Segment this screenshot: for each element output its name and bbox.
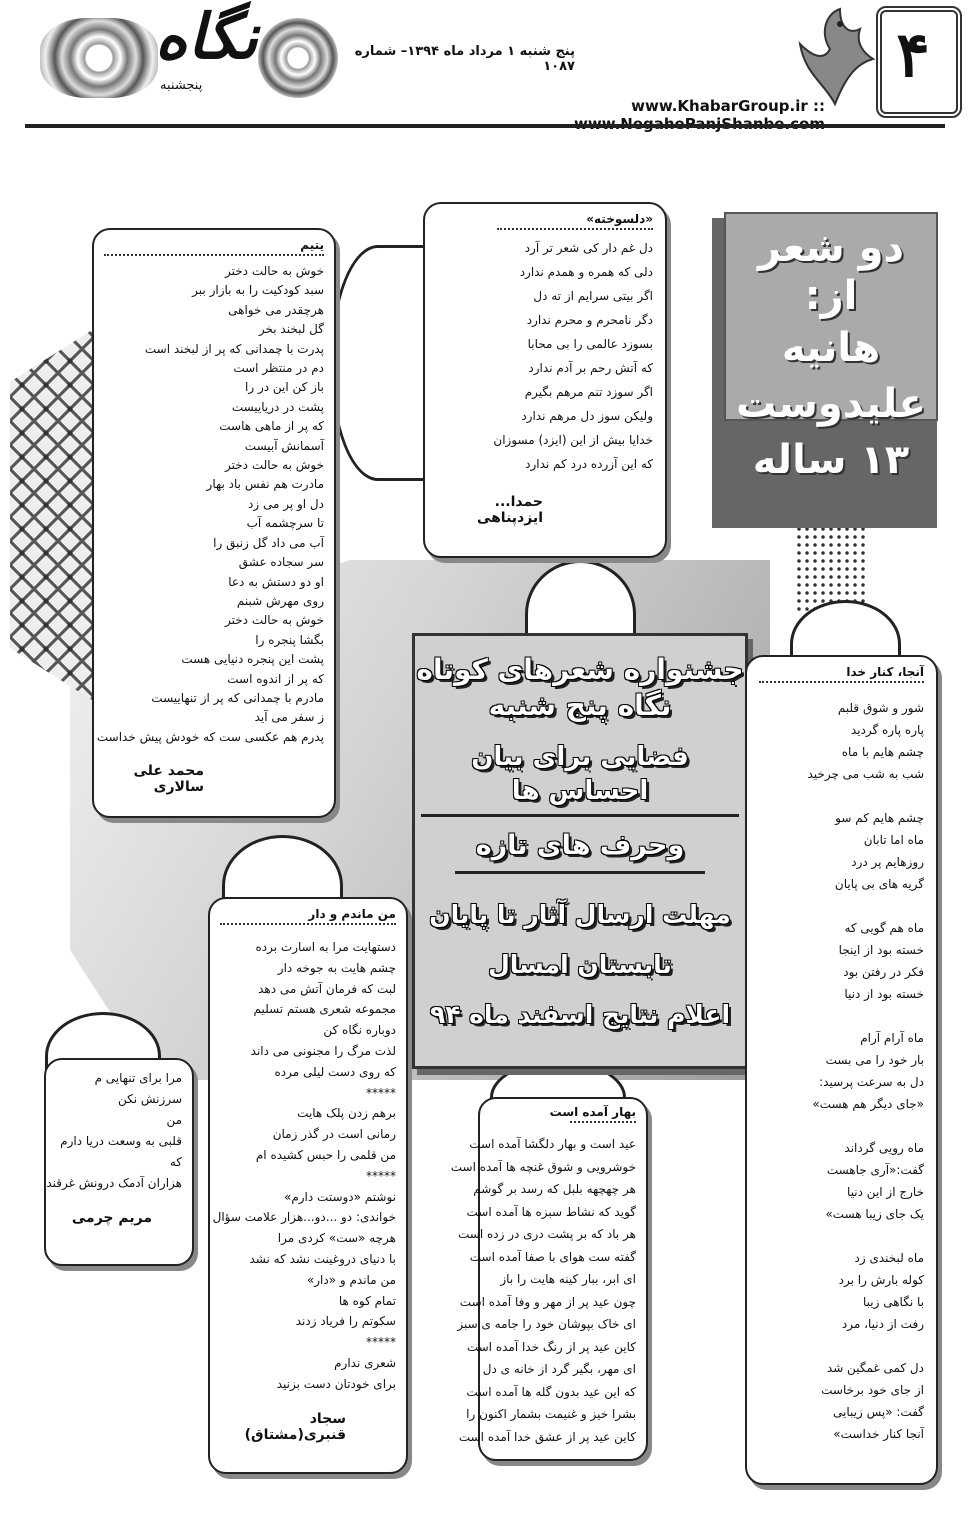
poem-line: روی مهرش شبنم: [236, 593, 324, 608]
poem-line: خارج از این دنیا: [847, 1185, 924, 1199]
poem-line: که روی دست لیلی مرده: [274, 1064, 396, 1079]
poem-line: *****: [366, 1085, 396, 1100]
poem-line: خسته بود از اینجا: [838, 943, 924, 957]
poem-line: پدرت با چمدانی که پر از لبخند است: [144, 341, 324, 356]
header-urls[interactable]: www.KhabarGroup.ir ::: [631, 97, 825, 115]
poem-line: مرا برای تنهایی م: [94, 1071, 182, 1085]
poem-line: خدایا بیش از این (ایزد) مسوزان: [493, 433, 653, 447]
poem-line: خوشرویی و شوق غنچه ها آمده است: [450, 1159, 636, 1174]
poem-line: گفت:«آری جاهست: [826, 1163, 924, 1177]
poem-stanza: [759, 1137, 924, 1225]
poem-line: بار خود را می بست: [825, 1053, 924, 1067]
poem-line: دستهایت مرا به اسارت برده: [255, 940, 396, 954]
poem-card-man-mandam: [208, 897, 408, 1474]
poem-line: اگر بیتی سرایم از ته دل: [533, 289, 653, 303]
header-ornament-center: [258, 18, 338, 98]
poem-line: دل غم دار کی شعر تر آرد: [524, 241, 653, 255]
poem-line: چشم هایم کم سو: [835, 811, 924, 825]
poem-line: پشت در دریاییست: [231, 399, 324, 414]
poem-line: یک جای زیبا هست»: [825, 1207, 924, 1221]
poem-stanza: [759, 1247, 924, 1335]
poem-line: که آتش رحم بر آدم ندارد: [528, 361, 653, 375]
festival-line-4: وحرف های تازه: [455, 829, 705, 874]
poem-card-short: [44, 1058, 194, 1266]
poem-line: با دنیای دروغینت نشد که نشد: [249, 1251, 396, 1266]
cupola-ornament-6: [330, 245, 426, 481]
poem-line: ز سفر می آید: [254, 710, 324, 725]
banner-line-2: هانیه علیدوست: [736, 325, 926, 427]
poem-line: گریه های بی پایان: [834, 877, 924, 891]
poem-line: که: [169, 1155, 182, 1169]
poem-line: بشرا خیز و غنیمت بشمار اکنون را: [466, 1407, 636, 1421]
banner-line-1: دو شعر از:: [757, 225, 905, 319]
festival-line-7: اعلام نتایج اسفند ماه ۹۴: [429, 1000, 731, 1029]
poem-title: بهار آمده است: [549, 1105, 636, 1119]
poem-line: شعری ندارم: [334, 1355, 396, 1370]
poem-line: از جای خود برخاست: [821, 1383, 924, 1397]
poem-line: ماه هم گویی که: [844, 921, 924, 935]
title-divider: [570, 1121, 636, 1123]
poem-line: مادرم با چمدانی که پر از تنهاییست: [151, 690, 324, 705]
poem-line: چون عید پر از مهر و وفا آمده است: [459, 1294, 636, 1309]
poem-title: آنجا، کنار خدا: [846, 665, 924, 679]
poem-card-delsookhte: [423, 202, 667, 558]
header-ornament-left: [40, 18, 158, 98]
poem-line: ماه لبخندی زد: [854, 1251, 924, 1265]
poem-title: من ماندم و دار: [308, 907, 396, 921]
poem-lines: [212, 937, 396, 1395]
poem-line: هر باد که بر پشت دری در زده است: [457, 1227, 636, 1241]
poem-line: گوید که نشاط سبزه ها آمده است: [466, 1204, 636, 1219]
poem-line: *****: [366, 1168, 396, 1183]
poem-line: لذت مرگ را مجنونی می داند: [250, 1043, 396, 1058]
poem-line: ماه اما تابان: [863, 833, 924, 847]
poem-line: چشم هایم با ماه: [841, 745, 924, 759]
poem-line: دوباره نگاه کن: [323, 1023, 396, 1038]
poem-line: آسمانش آبیست: [244, 438, 324, 453]
banner-two-poems: [724, 212, 938, 483]
masthead-logo-subtitle: پنجشنبه: [160, 78, 203, 93]
poem-line: خوش به حالت دختر: [225, 458, 324, 473]
poem-line: شور و شوق قلبم: [837, 701, 924, 715]
poem-line: سر سجاده عشق: [238, 555, 324, 570]
poem-line: هرچه «ست» کردی مرا: [277, 1231, 396, 1246]
poem-line: شب به شب می چرخید: [807, 767, 924, 781]
poem-line: خسته بود از دنیا: [844, 987, 924, 1001]
poem-line: کاین عید پر از عشق خدا آمده است: [458, 1429, 636, 1444]
poem-lines: [96, 262, 324, 747]
poem-lines: [46, 1068, 182, 1194]
poem-card-anja: [745, 655, 938, 1485]
poem-line: ای ابر، ببار کینه هایت را باز: [500, 1272, 636, 1286]
poem-line: خواندی: دو ...دو...هزار علامت سؤال: [212, 1210, 396, 1225]
title-divider: [220, 923, 396, 925]
poem-line: آب می داد گل زنبق را: [213, 535, 324, 550]
poem-stanza: [759, 917, 924, 1005]
poem-author: سجاد قنبری(مشتاق): [244, 1410, 346, 1443]
title-divider: [759, 681, 924, 683]
poem-line: نوشتم «دوستت دارم»: [283, 1189, 396, 1204]
poem-line: تا سرچشمه آب: [246, 516, 324, 531]
poem-title: یتیم: [300, 238, 324, 252]
poem-line: کاین عید پر از رنگ خدا آمده است: [466, 1339, 636, 1354]
poem-lines: [450, 1133, 636, 1448]
poem-line: «جای دیگر هم هست»: [812, 1097, 924, 1111]
poem-stanza: [759, 807, 924, 895]
poem-line: دل به سرعت پرسید:: [819, 1075, 924, 1089]
poem-line: من ماندم و «دار»: [306, 1272, 396, 1287]
poem-line: خوش به حالت دختر: [225, 613, 324, 628]
poem-line: پشت این پنجره دنیایی هست: [181, 652, 324, 667]
poem-card-bahar: [450, 1097, 648, 1461]
poem-line: پدرم هم عکسی ست که خودش پیش خداست: [96, 729, 324, 744]
festival-line-5: مهلت ارسال آثار تا پایان: [429, 900, 731, 929]
poem-line: رفت از دنیا، مرد: [841, 1317, 924, 1331]
poem-line: من: [166, 1113, 182, 1127]
poem-line: قلبی به وسعت دریا دارم: [60, 1134, 182, 1148]
poem-line: ای خاک بپوشان خود را جامه ی سبز: [457, 1317, 636, 1331]
poem-author: مریم چرمی: [71, 1210, 152, 1226]
poem-line: کوله بارش را برد: [838, 1273, 924, 1287]
poem-line: او دو دستش به دعا: [228, 574, 324, 589]
poem-lines: [437, 236, 653, 476]
poem-line: ماه رویی گرداند: [844, 1141, 924, 1155]
poem-line: دلی که همره و همدم ندارد: [519, 265, 653, 279]
lattice-ornament-left: [10, 325, 100, 705]
poem-line: سبد کودکیت را به بازار ببر: [192, 283, 324, 298]
poem-line: دل کمی غمگین شد: [826, 1361, 924, 1375]
poem-line: فکر در رفتن بود: [843, 965, 924, 979]
poem-line: دل او پر می زد: [248, 496, 324, 511]
festival-line-2: نگاه پنج شنبه: [488, 689, 672, 722]
poem-line: مجموعه شعری هستم تسلیم: [253, 1002, 396, 1017]
poem-line: روزهایم پر درد: [851, 855, 924, 869]
poem-author: محمد علی سالاری: [133, 763, 204, 796]
poem-line: خوش به حالت دختر: [225, 264, 324, 278]
poem-line: هر چهچهه بلبل که رسد بر گوشم: [473, 1182, 636, 1196]
poem-line: گفت: «پس زیبایی: [833, 1405, 924, 1419]
issue-date: پنج شنبه ۱ مرداد ماه ۱۳۹۴– شماره ۱۰۸۷: [354, 44, 575, 74]
poem-line: من قلمی را حبس کشیده ام: [255, 1147, 396, 1162]
page-number: ۴: [896, 18, 930, 91]
poem-line: گفته ست هوای با صفا آمده است: [469, 1249, 636, 1264]
poem-stanza: [759, 697, 924, 785]
poem-line: که پر از ماهی هاست: [219, 419, 324, 434]
festival-announcement: [412, 633, 748, 1069]
poem-line: عید است و بهار دلگشا آمده است: [469, 1137, 636, 1151]
poem-line: دگر نامحرم و محرم ندارد: [526, 313, 653, 327]
festival-line-6: تابستان امسال: [488, 950, 672, 979]
poem-line: گل لبخند بخر: [258, 322, 324, 337]
poem-stanza: [759, 1027, 924, 1115]
poem-line: اگر سوزد تنم مرهم بگیرم: [524, 385, 653, 399]
poem-line: برهم زدن پلک هایت: [297, 1106, 396, 1121]
poem-line: بسوزد عالمی را بی محابا: [527, 337, 653, 351]
banner-line-3: ۱۳ ساله: [752, 437, 910, 483]
poem-line: چشم هایت به جوخه دار: [277, 960, 396, 975]
poem-line: رمانی است در گذر زمان: [272, 1127, 396, 1142]
title-divider: [497, 228, 653, 230]
poem-title: «دلسوخته»: [586, 212, 653, 226]
poem-line: *****: [366, 1335, 396, 1350]
title-divider: [104, 254, 324, 256]
poem-line: پاره پاره گردید: [850, 723, 924, 737]
poem-line: آنجا کنار خداست»: [833, 1427, 924, 1441]
poem-line: بگشا پنجره را: [255, 632, 324, 647]
poem-line: ولیکن سوز دل مرهم ندارد: [521, 409, 653, 423]
poem-line: هزاران آدمک درونش غرقند: [46, 1176, 182, 1190]
poem-line: که این آزرده درد کم ندارد: [525, 457, 653, 471]
poem-line: تمام کوه ها: [338, 1293, 396, 1308]
poem-line: برای خودتان دست بزنید: [276, 1376, 396, 1391]
poem-line: که پر از اندوه است: [227, 671, 324, 686]
poem-line: ای مهر، بگیر گرد از خانه ی دل: [482, 1362, 636, 1376]
poem-line: دم در منتظر است: [233, 361, 324, 376]
poem-line: باز کن این در را: [245, 380, 324, 395]
masthead-logo: نگاه: [155, 0, 258, 73]
poem-line: هرچقدر می خواهی: [228, 302, 324, 317]
poem-line: که این عید بدون گله ها آمده است: [466, 1384, 636, 1399]
poem-line: مادرت هم نفس باد بهار: [206, 477, 324, 492]
poem-stanza: [759, 1357, 924, 1445]
poem-line: سرزنش نکن: [117, 1092, 182, 1106]
poem-line: با نگاهی زیبا: [863, 1295, 924, 1309]
poem-author: حمدا... ایزدپناهی: [476, 494, 543, 526]
festival-line-1: جشنواره شعرهای کوتاه: [416, 653, 744, 686]
festival-line-3: فضایی برای بیان احساس ها: [421, 740, 739, 817]
phoenix-bird-icon: [795, 4, 875, 112]
header-rule: [25, 124, 945, 128]
poem-line: لبت که فرمان آتش می دهد: [258, 981, 396, 996]
poem-card-yatim: [92, 228, 336, 818]
poem-line: ماه آرام آرام: [860, 1031, 924, 1045]
poem-line: سکوتم را فریاد زدند: [295, 1314, 396, 1329]
